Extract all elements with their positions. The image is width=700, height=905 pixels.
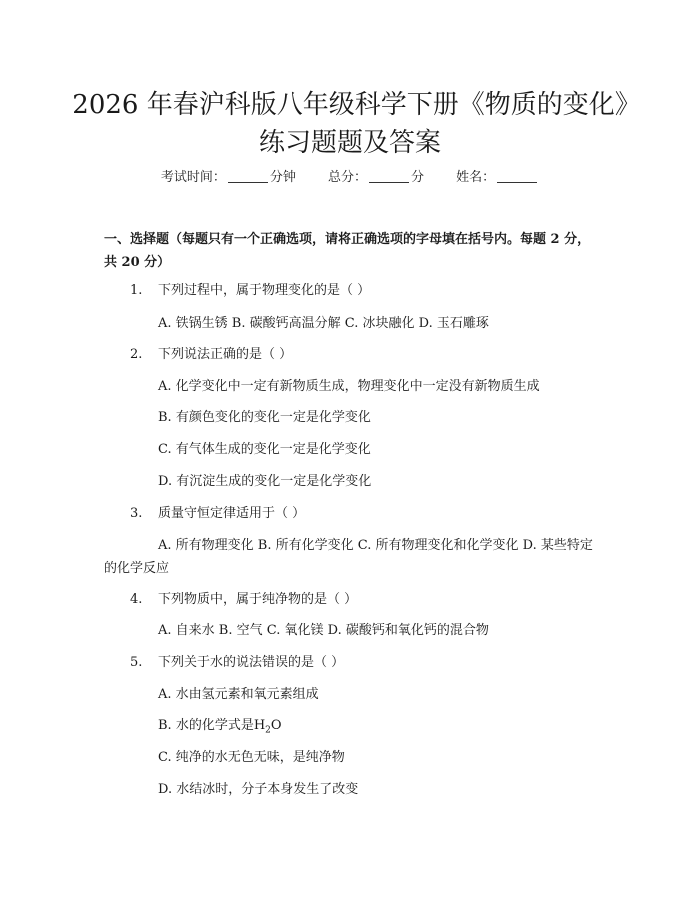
- question-4-options: A. 自来水 B. 空气 C. 氧化镁 D. 碳酸钙和氧化钙的混合物: [158, 623, 489, 638]
- question-5-option-c: C. 纯净的水无色无味，是纯净物: [158, 750, 345, 765]
- question-5-option-d: D. 水结冰时，分子本身发生了改变: [158, 782, 359, 797]
- question-stem: 下列物质中，属于纯净物的是（ ）: [158, 592, 358, 607]
- question-5-option-b: [158, 716, 598, 741]
- document-title: 2026 年春沪科版八年级科学下册《物质的变化》练习题题及答案: [72, 90, 628, 158]
- exam-info: [0, 168, 700, 188]
- question-1-options: A. 铁锅生锈 B. 碳酸钙高温分解 C. 冰块融化 D. 玉石雕琢: [158, 316, 489, 331]
- total-score-unit: 分: [411, 170, 425, 185]
- exam-time-unit: 分钟: [269, 170, 296, 185]
- question-number: 1.: [130, 283, 143, 298]
- name-field: [456, 170, 539, 185]
- question-number: 4.: [130, 592, 143, 607]
- question-2: [130, 345, 292, 365]
- question-stem: 下列说法正确的是（ ）: [158, 347, 293, 362]
- question-2-option-a: A. 化学变化中一定有新物质生成，物理变化中一定没有新物质生成: [158, 379, 540, 394]
- question-stem: 下列过程中，属于物理变化的是（ ）: [158, 283, 371, 298]
- question-2-option-d: D. 有沉淀生成的变化一定是化学变化: [158, 474, 372, 489]
- exam-time-label: 考试时间：: [160, 170, 226, 185]
- question-stem: 质量守恒定律适用于（ ）: [158, 506, 306, 521]
- question-stem: 下列关于水的说法错误的是（ ）: [158, 655, 345, 670]
- question-2-option-c: C. 有气体生成的变化一定是化学变化: [158, 442, 371, 457]
- question-4: [130, 590, 357, 610]
- question-number: 5.: [130, 655, 143, 670]
- total-score-label: 总分：: [327, 170, 367, 185]
- name-blank: [497, 170, 537, 183]
- total-score-blank: [369, 170, 409, 183]
- total-score-field: [328, 170, 424, 185]
- question-number: 3.: [130, 506, 143, 521]
- section-heading: 一、选择题（每题只有一个正确选项，请将正确选项的字母填在括号内。每题 2 分，共 20 分）: [104, 232, 591, 270]
- question-5: [130, 653, 344, 673]
- question-number: 2.: [130, 347, 143, 362]
- chemical-formula: $H_2O$: [253, 718, 282, 736]
- question-5-option-a: A. 水由氢元素和氧元素组成: [158, 687, 319, 702]
- option-text: B. 水的化学式是: [158, 718, 254, 733]
- question-3: [130, 504, 305, 524]
- question-3-options: A. 所有物理变化 B. 所有化学变化 C. 所有物理变化和化学变化 D. 某些特定的化学反应: [104, 538, 593, 576]
- question-1: [130, 281, 370, 301]
- exam-time-field: [161, 170, 296, 185]
- question-2-option-b: B. 有颜色变化的变化一定是化学变化: [158, 410, 371, 425]
- name-label: 姓名：: [456, 170, 496, 185]
- exam-time-blank: [228, 170, 268, 183]
